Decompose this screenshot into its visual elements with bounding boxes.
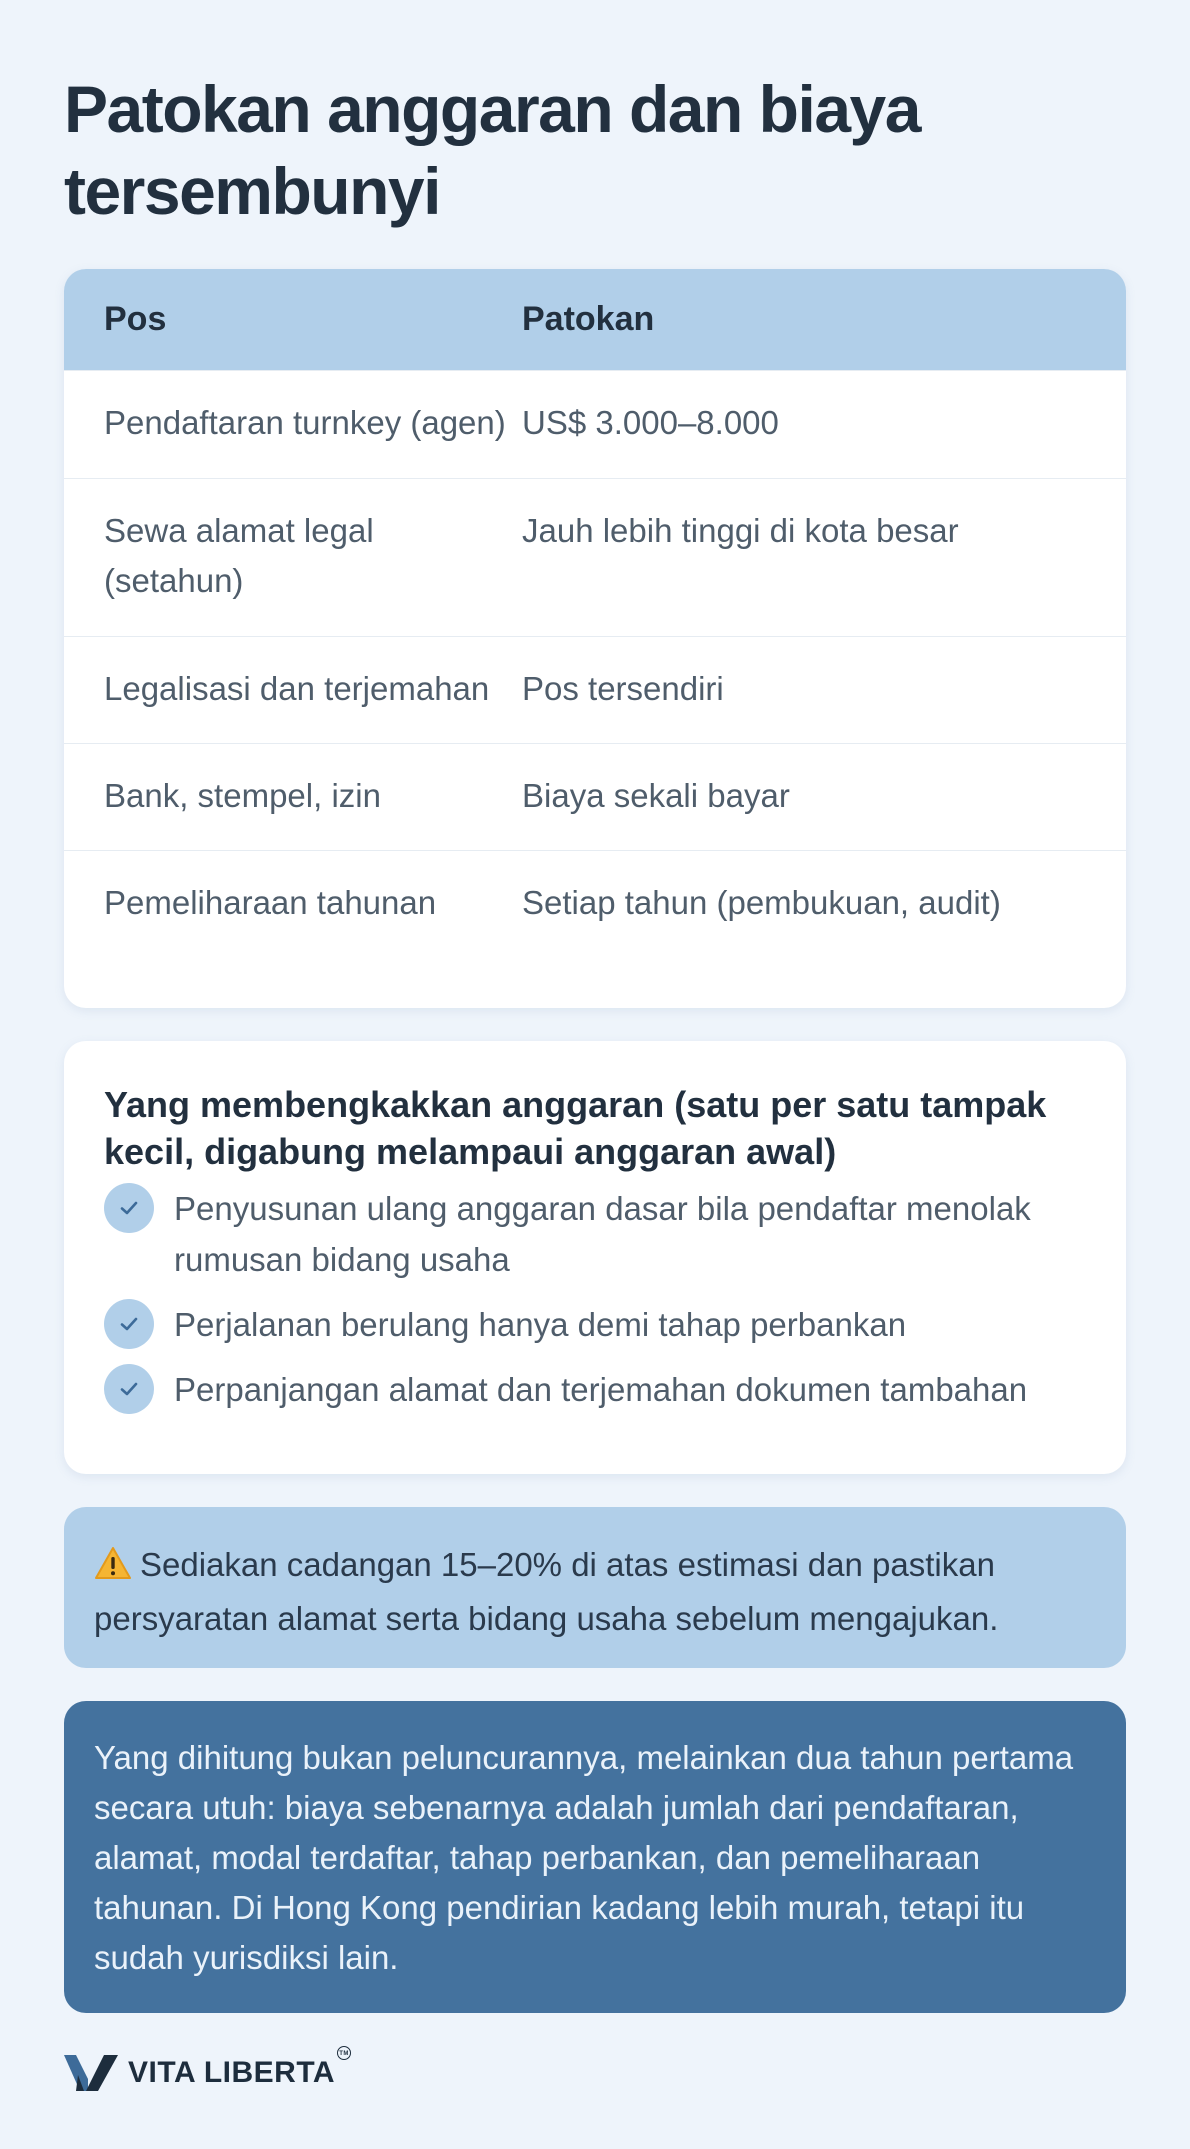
brand-name xyxy=(128,2051,349,2090)
table-cell-pos: Sewa alamat legal (setahun) xyxy=(104,512,374,599)
table-row xyxy=(64,370,1126,478)
list-item xyxy=(104,1183,1086,1285)
warning-icon xyxy=(94,1544,132,1594)
budget-table xyxy=(64,269,1126,1008)
brand-mark-icon xyxy=(64,2053,120,2093)
check-icon xyxy=(104,1183,154,1233)
table-cell-pos: Legalisasi dan terjemahan xyxy=(104,670,490,707)
table-cell-pos: Bank, stempel, izin xyxy=(104,777,381,814)
warning-text: Sediakan cadangan 15–20% di atas estimasi dan pastikan persyaratan alamat serta bidang usaha sebelum mengajukan. xyxy=(94,1546,999,1637)
brand-logo xyxy=(64,2051,1126,2095)
page xyxy=(64,0,1126,2095)
budget-overrun-card xyxy=(64,1041,1126,1474)
summary-note xyxy=(64,1701,1126,2013)
summary-note-text: Yang dihitung bukan peluncurannya, melainkan dua tahun pertama secara utuh: biaya sebenarnya adalah jumlah dari pendaftaran, alamat, modal terdaftar, tahap perbankan, dan pemeliharaan tahunan. Di Hong Kong pendirian kadang lebih murah, tetapi itu sudah yurisdiksi lain. xyxy=(94,1739,1074,1976)
column-header-pos: Pos xyxy=(104,300,167,338)
warning-callout xyxy=(64,1507,1126,1668)
check-icon xyxy=(104,1364,154,1414)
table-header xyxy=(64,269,1126,370)
trademark-mark xyxy=(337,2046,351,2060)
list-item-text: Perjalanan berulang hanya demi tahap perbankan xyxy=(174,1306,907,1343)
column-header-patokan: Patokan xyxy=(522,300,655,338)
table-cell-patokan: Biaya sekali bayar xyxy=(522,777,790,814)
list-item-text: Perpanjangan alamat dan terjemahan dokumen tambahan xyxy=(174,1371,1028,1408)
table-row xyxy=(64,636,1126,743)
table-row xyxy=(64,850,1126,1008)
table-row xyxy=(64,478,1126,636)
check-icon xyxy=(104,1299,154,1349)
page-title: Patokan anggaran dan biaya tersembunyi xyxy=(64,72,920,228)
table-cell-pos: Pendaftaran turnkey (agen) xyxy=(104,404,506,441)
list-item xyxy=(104,1299,1086,1350)
table-row xyxy=(64,743,1126,850)
table-cell-pos: Pemeliharaan tahunan xyxy=(104,884,437,921)
trademark-text: TM xyxy=(339,2051,349,2057)
budget-overrun-heading: Yang membengkakkan anggaran (satu per satu tampak kecil, digabung melampaui anggaran awal) xyxy=(104,1084,1047,1172)
table-cell-patokan: Setiap tahun (pembukuan, audit) xyxy=(522,884,1001,921)
table-cell-patokan: Jauh lebih tinggi di kota besar xyxy=(522,512,959,549)
table-cell-patokan: US$ 3.000–8.000 xyxy=(522,404,779,441)
list-item-text: Penyusunan ulang anggaran dasar bila pendaftar menolak rumusan bidang usaha xyxy=(174,1190,1031,1278)
list-item xyxy=(104,1364,1086,1415)
table-cell-patokan: Pos tersendiri xyxy=(522,670,724,707)
brand-name-text: VITA LIBERTA xyxy=(128,2056,336,2089)
